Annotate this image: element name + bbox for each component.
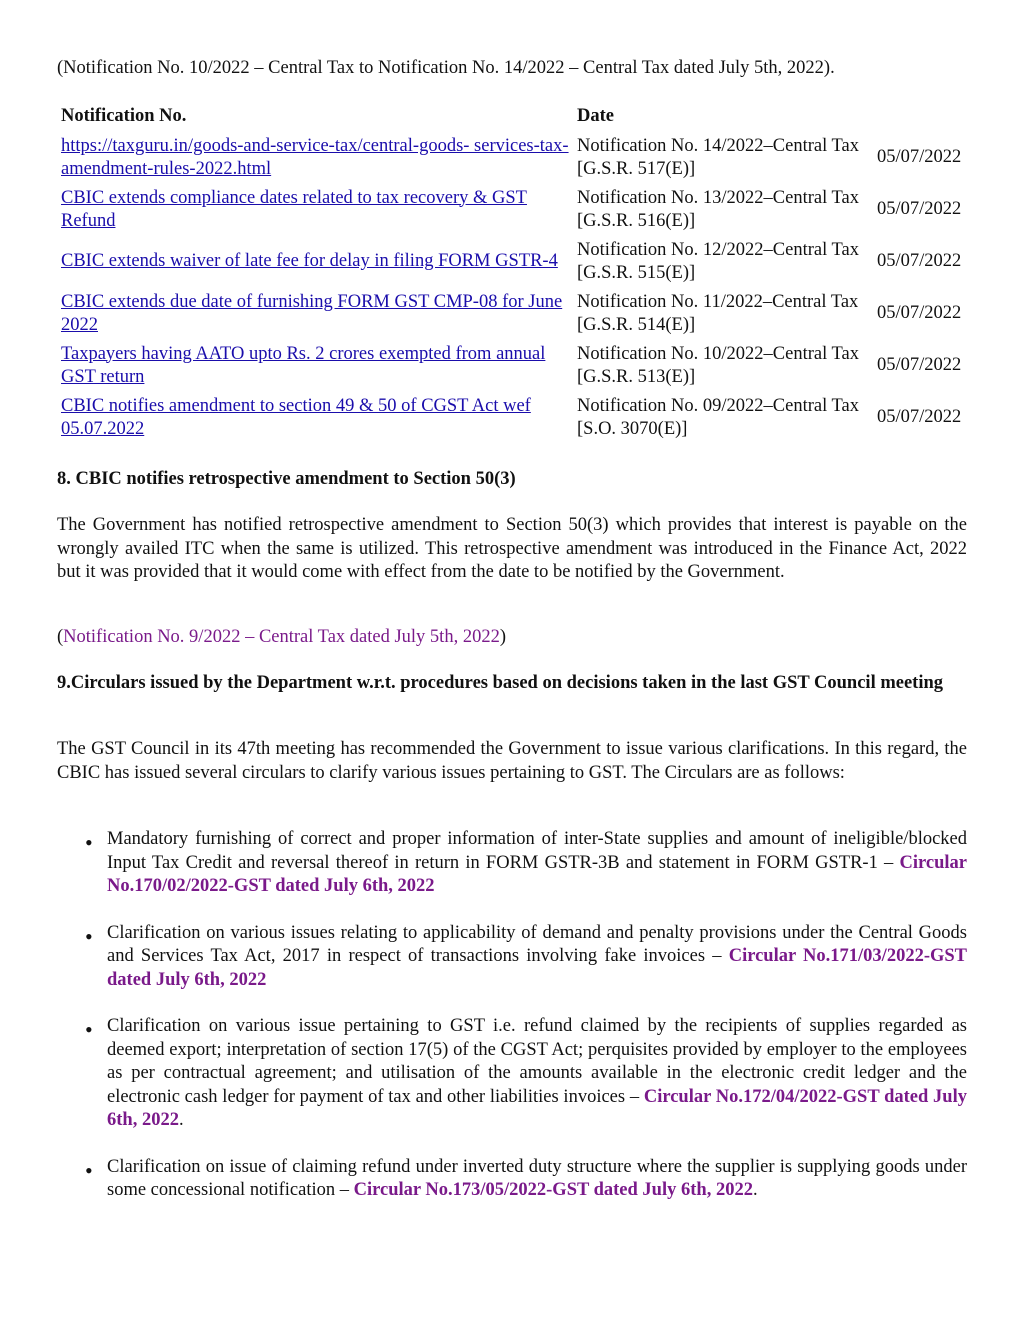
bullet-icon: •: [85, 830, 93, 855]
table-row: [57, 187, 973, 239]
notification-number: Notification No. 12/2022–Central Tax [G.S.R. 515(E)]: [577, 239, 859, 283]
table-row: [57, 135, 973, 187]
section-8-paragraph: The Government has notified retrospective amendment to Section 50(3) which provides that interest is payable on the wrongly availed ITC when the same is utilized. This retrospective amendment was introduced in the Finance Act, 2022 but it was provided that it would come with effect from the date to be notified by the Government.: [57, 515, 967, 582]
notification-9-link[interactable]: Notification No. 9/2022 – Central Tax dated July 5th, 2022: [63, 627, 500, 647]
list-item: • Clarification on various issues relating to applicability of demand and penalty provisions under the Central Goods and Services Tax Act, 2017 in respect of transactions involving fake invoices – Circular No.171/03/2022-GST dated July 6th, 2022: [85, 922, 967, 990]
notification-number: Notification No. 14/2022–Central Tax [G.S.R. 517(E)]: [577, 135, 859, 179]
list-item: • Mandatory furnishing of correct and proper information of inter-State supplies and amount of ineligible/blocked Input Tax Credit and reversal thereof in return in FORM GSTR-3B and statement in FORM GSTR-1 – Circular No.170/02/2022-GST dated July 6th, 2022: [85, 829, 967, 896]
table-row: [57, 239, 973, 291]
notification-date: 05/07/2022: [877, 303, 962, 324]
notification-number: Notification No. 09/2022–Central Tax [S.O. 3070(E)]: [577, 395, 859, 439]
circulars-list: [57, 828, 967, 1226]
intro-text: (Notification No. 10/2022 – Central Tax to Notification No. 14/2022 – Central Tax dated July 5th, 2022).: [57, 58, 835, 78]
notification-link[interactable]: Taxpayers having AATO upto Rs. 2 crores exempted from annual GST return: [61, 343, 546, 387]
section-8-heading: 8. CBIC notifies retrospective amendment to Section 50(3): [57, 469, 516, 489]
table-row: [57, 343, 973, 395]
circular-link[interactable]: Circular No.173/05/2022-GST dated July 6th, 2022: [353, 1180, 753, 1200]
circular-link[interactable]: Circular No.171/03/2022-GST dated July 6th, 2022: [107, 946, 967, 990]
notification-link[interactable]: CBIC extends compliance dates related to tax recovery & GST Refund: [61, 187, 527, 231]
bullet-icon: •: [85, 1017, 93, 1042]
header-date: Date: [577, 106, 614, 126]
notification-link[interactable]: CBIC notifies amendment to section 49 & 50 of CGST Act wef 05.07.2022: [61, 395, 531, 439]
list-item: • Clarification on issue of claiming refund under inverted duty structure where the supplier is supplying goods under some concessional notification – Circular No.173/05/2022-GST dated July 6th, 2022.: [85, 1156, 967, 1200]
bullet-icon: •: [85, 1157, 93, 1183]
table-row: [57, 395, 973, 447]
notification-link[interactable]: https://taxguru.in/goods-and-service-tax/central-goods- services-tax-amendment-rules-2022.html: [61, 135, 569, 179]
notification-date: 05/07/2022: [877, 199, 962, 220]
section-9-heading: 9.Circulars issued by the Department w.r.t. procedures based on decisions taken in the last GST Council meeting: [57, 673, 944, 693]
table-header-row: [57, 105, 973, 135]
notification-date: 05/07/2022: [877, 147, 962, 168]
section-8-note: (Notification No. 9/2022 – Central Tax dated July 5th, 2022): [57, 627, 506, 647]
notification-date: 05/07/2022: [877, 251, 962, 272]
notification-number: Notification No. 11/2022–Central Tax [G.S.R. 514(E)]: [577, 291, 859, 335]
list-item: • Clarification on various issue pertaining to GST i.e. refund claimed by the recipients of supplies regarded as deemed export; interpretation of section 17(5) of the CGST Act; perquisites provided by employer to the employees as per contractual agreement; and utilisation of the amounts available in the electronic credit ledger and the electronic cash ledger for payment of tax and other liabilities invoices – Circular No.172/04/2022-GST dated July 6th, 2022.: [85, 1016, 967, 1130]
notification-number: Notification No. 10/2022–Central Tax [G.S.R. 513(E)]: [577, 343, 859, 387]
table-row: [57, 291, 973, 343]
notification-link[interactable]: CBIC extends due date of furnishing FORM GST CMP-08 for June 2022: [61, 291, 563, 335]
notification-number: Notification No. 13/2022–Central Tax [G.S.R. 516(E)]: [577, 187, 859, 231]
bullet-icon: •: [85, 923, 93, 949]
notification-date: 05/07/2022: [877, 355, 962, 376]
header-notification-no: Notification No.: [61, 106, 187, 126]
circular-link[interactable]: Circular No.170/02/2022-GST dated July 6th, 2022: [107, 852, 967, 896]
notification-date: 05/07/2022: [877, 407, 962, 428]
section-9-paragraph: The GST Council in its 47th meeting has recommended the Government to issue various clarifications. In this regard, the CBIC has issued several circulars to clarify various issues pertaining to GST. The Circulars are as follows:: [57, 739, 967, 783]
notification-table: [57, 105, 973, 447]
circular-link[interactable]: Circular No.172/04/2022-GST dated July 6th, 2022: [107, 1086, 967, 1130]
notification-link[interactable]: CBIC extends waiver of late fee for delay in filing FORM GSTR-4: [61, 251, 558, 272]
